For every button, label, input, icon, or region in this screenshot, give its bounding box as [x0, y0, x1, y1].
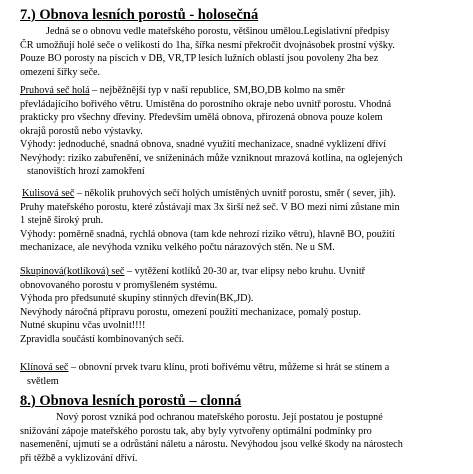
- pruhova-line-3: prakticky pro všechny dřeviny. Především umělá obnova, přirozená obnova pouze kolem: [20, 112, 383, 123]
- skupinova-note: Nutné skupinu včas uvolnit!!!!: [20, 320, 146, 331]
- clonna-line-3: nasemenění, ujmutí se a odrůstání náletu a nárostu. Nevýhodou jsou velké škody na nárostech: [20, 439, 403, 450]
- skupinova-line-1: – vytěžení kotlíků 20-30 ar, tvar elipsy nebo kruhu. Uvnitř: [124, 266, 366, 277]
- clonna-line-4: při těžbě a vyklizování dříví.: [20, 452, 138, 464]
- pruhova-line-7: stanovištích hrozí zamokření: [27, 166, 145, 177]
- pruhova-sec-paragraph: [20, 84, 468, 179]
- klinova-term: Klínová seč: [20, 362, 69, 373]
- intro-line-4: omezení šířky seče.: [20, 66, 101, 78]
- klinova-line-2: světlem: [27, 375, 59, 387]
- kulisova-term: Kulisová seč: [22, 188, 75, 199]
- pruhova-disadvantages: Nevýhody: riziko zabuřenění, ve sníženinách může vzniknout mrazová kotlina, na oglejených: [20, 152, 403, 164]
- pruhova-line-4: okrajů porostů nebo výstavky.: [20, 125, 143, 137]
- kulisova-line-3: 1 stejně široký pruh.: [20, 215, 104, 226]
- pruhova-first-line: [20, 84, 468, 98]
- skupinova-line-6: Zpravidla součástí kombinovaných sečí.: [20, 333, 185, 345]
- kulisova-sec-paragraph: [20, 187, 468, 255]
- skupinova-first-line: [20, 265, 468, 279]
- pruhova-advantages: Výhody: jednoduché, snadná obnova, snadné využití mechanizace, snadné vyklizení dříví: [20, 139, 387, 150]
- kulisova-line-5: mechanizace, ale nevýhoda vzniku velkého počtu nárazových stěn. Ne u SM.: [20, 242, 335, 253]
- skupinova-term: Skupinová(kotlíková) seč: [20, 266, 125, 277]
- skupinova-disadvantages: Nevýhody náročná přípravu porostu, omezení použití mechanizace, pomalý postup.: [20, 306, 361, 318]
- intro-line-3: Pouze BO porosty na píscích v DB, VR,TP lesích lužních oblastí jsou povoleny 2ha bez: [20, 53, 379, 64]
- kulisova-line-1: – několik pruhových sečí holých umístěných uvnitř porostu, směr ( sever, jih).: [74, 188, 396, 199]
- skupinova-advantage: Výhoda pro předsunuté skupiny stinných dřevin(BK,JD).: [20, 293, 254, 304]
- kulisova-line-2: Pruhy mateřského porostu, které zůstávají max 3x širší než seč. V BO mezi nimi zůstane min: [20, 201, 400, 213]
- pruhova-term: Pruhová seč holá: [20, 85, 90, 96]
- clonna-line-2: snižování zápoje mateřského porostu tak, aby byly vytvořeny optimální podmínky pro: [20, 425, 372, 437]
- intro-line-1: Jedná se o obnovu vedle mateřského porostu, většinou umělou.Legislativní předpisy: [46, 26, 390, 37]
- section-7-intro: [20, 25, 468, 79]
- skupinova-sec-paragraph: [20, 265, 468, 346]
- klinova-line-1: – obnovní prvek tvaru klínu, proti bořivému větru, můžeme si hrát se stínem a: [68, 362, 390, 373]
- kulisova-advantages: Výhody: poměrně snadná, rychlá obnova (tam kde nehrozí riziko větru), hlavně BO, použití: [20, 228, 395, 240]
- pruhova-line-1: – nejběžnější typ v naší republice, SM,BO,DB kolmo na směr: [89, 85, 345, 96]
- section-8-paragraph: [20, 411, 468, 465]
- klinova-sec-paragraph: [20, 361, 468, 388]
- skupinova-line-2: obnovovaného porostu v promyšleném systému.: [20, 279, 218, 291]
- kulisova-first-line: [20, 187, 468, 201]
- pruhova-line-2: převládajícího bořivého větru. Umístěna do porostního okraje nebo uvnitř porostu. Vhodná: [20, 98, 392, 110]
- klinova-first-line: [20, 361, 468, 375]
- clonna-line-1: Nový porost vzniká pod ochranou mateřského porostu. Její postatou je postupné: [56, 412, 383, 423]
- section-7-heading: 7.) Obnova lesních porostů - holosečná: [20, 7, 259, 23]
- intro-line-2: ČR umožňují holé seče o velikosti do 1ha, šířka nesmí překročit dvojnásobek prostní výšky.: [20, 39, 395, 51]
- section-8-heading: 8.) Obnova lesních porostů – clonná: [20, 393, 242, 409]
